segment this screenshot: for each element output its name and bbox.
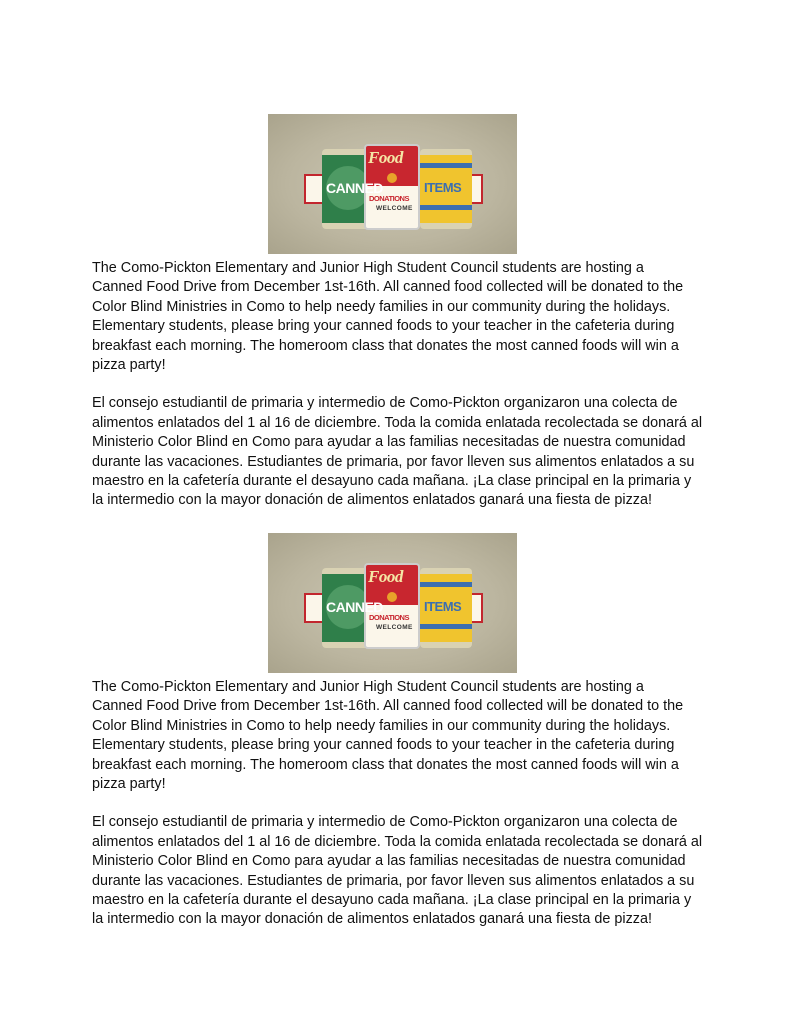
banner-word-canned: CANNED [326,180,383,196]
banner-word-food: Food [368,148,403,167]
english-paragraph: The Como-Pickton Elementary and Junior High Student Council students are hosting a Canned Food Drive from December 1st-16th. All canned food collected will be donated to the Color Blind Ministries in Como to help needy families in our community during the holidays. Elementary students, please bring your canned foods to your teacher in the cafeteria during breakfast each morning. The homeroom class that donates the most canned foods will win a pizza party! [92,260,684,374]
banner-word-canned: CANNED [326,599,383,615]
banner-word-items: ITEMS [424,180,462,195]
canned-food-banner-image [268,533,517,673]
can-dot-icon [387,592,397,602]
banner-word-welcome: WELCOME [376,624,413,631]
banner-word-donations: DONATIONS [369,194,409,203]
banner-word-welcome: WELCOME [376,205,413,212]
english-paragraph: The Como-Pickton Elementary and Junior High Student Council students are hosting a Canned Food Drive from December 1st-16th. All canned food collected will be donated to the Color Blind Ministries in Como to help needy families in our community during the holidays. Elementary students, please bring your canned foods to your teacher in the cafeteria during breakfast each morning. The homeroom class that donates the most canned foods will win a pizza party! [92,679,684,793]
banner-word-food: Food [368,567,403,586]
can-dot-icon [387,173,397,183]
banner-word-donations: DONATIONS [369,613,409,622]
flyer-section-2 [92,533,732,930]
spanish-paragraph: El consejo estudiantil de primaria y intermedio de Como-Pickton organizaron una colecta de alimentos enlatados del 1 al 16 de diciembre. Toda la comida enlatada recolectada se donará al Ministerio Color Blind en Como para ayudar a las familias necesitadas de nuestra comunidad durante las vacaciones. Estudiantes de primaria, por favor lleven sus alimentos enlatados a su maestro en la cafetería durante el desayuno cada mañana. ¡La clase principal en la primaria y la intermedio con la mayor donación de alimentos enlatados ganará una fiesta de pizza! [92,814,703,928]
flyer-section-1 [92,114,732,511]
canned-food-banner-image [268,114,517,254]
spanish-paragraph: El consejo estudiantil de primaria y intermedio de Como-Pickton organizaron una colecta de alimentos enlatados del 1 al 16 de diciembre. Toda la comida enlatada recolectada se donará al Ministerio Color Blind en Como para ayudar a las familias necesitadas de nuestra comunidad durante las vacaciones. Estudiantes de primaria, por favor lleven sus alimentos enlatados a su maestro en la cafetería durante el desayuno cada mañana. ¡La clase principal en la primaria y la intermedio con la mayor donación de alimentos enlatados ganará una fiesta de pizza! [92,395,703,509]
banner-word-items: ITEMS [424,599,462,614]
